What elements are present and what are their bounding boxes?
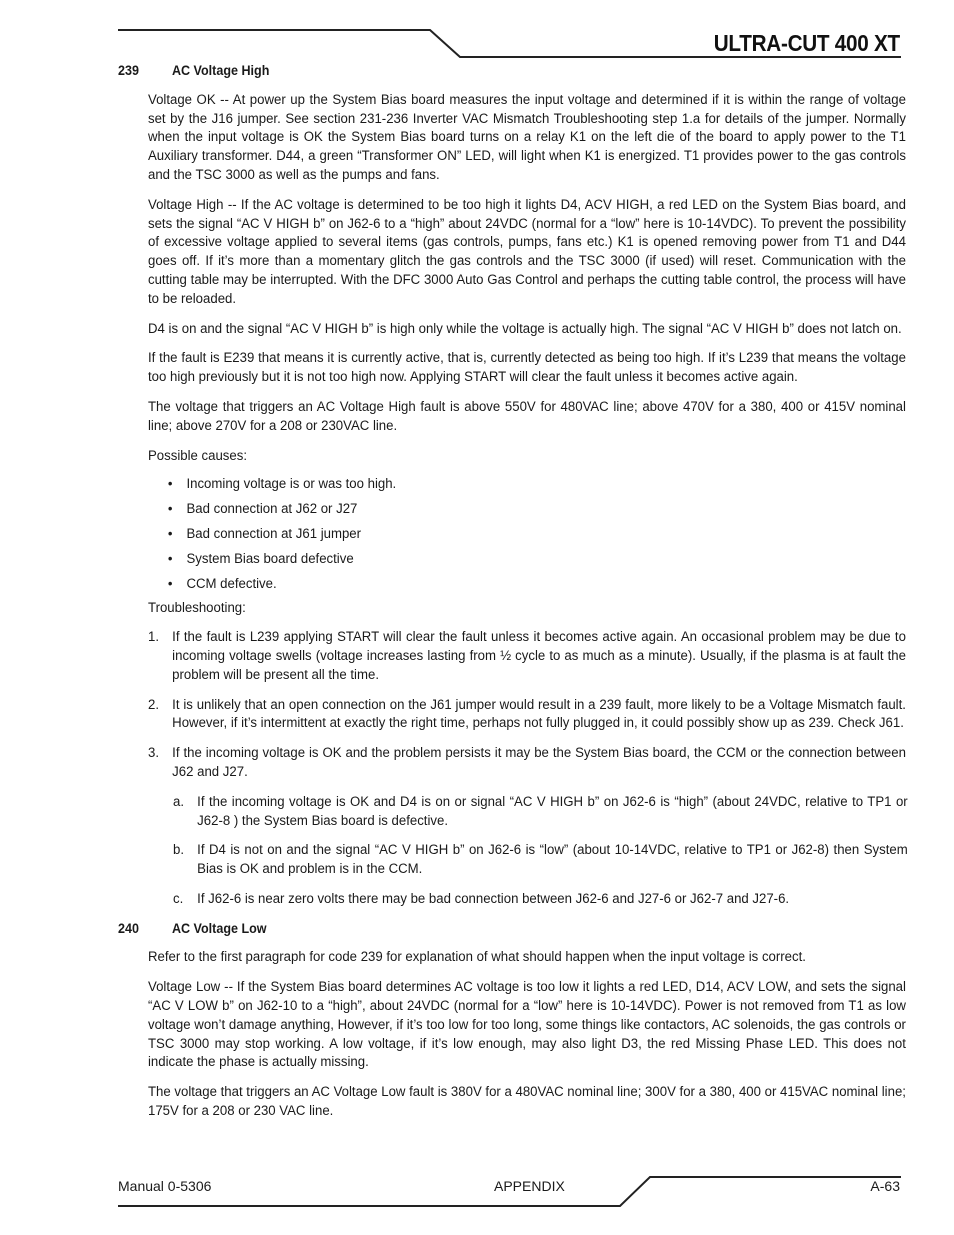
troubleshooting-substep (173, 890, 908, 909)
list-item: • System Bias board defective (166, 550, 850, 569)
step-text: It is unlikely that an open connection on the J61 jumper would result in a 239 fault, more likely to be a Voltage Mismatch fault. However, if it’s intermittent at exactly the right time, perhaps not fully plugged in, it could possibly show up as 239. Check J61. (172, 696, 906, 732)
troubleshooting-step (148, 628, 906, 684)
paragraph: The voltage that triggers an AC Voltage High fault is above 550V for 480VAC line; above 470V for a 380, 400 or 415V nominal line; above 270V for a 208 or 230VAC line. (148, 398, 906, 434)
troubleshooting-step (148, 696, 906, 734)
step-number: 1. (148, 629, 160, 646)
substep-text: If J62-6 is near zero volts there may be bad connection between J62-6 and J27-6 or J62-7 and J27-6. (197, 890, 790, 907)
troubleshooting-step (148, 744, 906, 782)
substep-letter: b. (173, 842, 185, 859)
paragraph: D4 is on and the signal “AC V HIGH b” is high only while the voltage is actually high. The signal “AC V HIGH b” does not latch on. (148, 320, 902, 337)
causes-list (166, 475, 901, 593)
causes-label: Possible causes: (148, 447, 248, 464)
section-number: 239 (118, 63, 139, 78)
manual-number: Manual 0-5306 (118, 1178, 212, 1194)
paragraph: If the fault is E239 that means it is currently active, that is, currently detected as being too high. If it’s L239 that means the voltage too high previously but it is not too high now. Applying START will clear the fault unless it becomes active again. (148, 350, 906, 386)
section-number: 240 (118, 920, 139, 936)
paragraph: Voltage High -- If the AC voltage is determined to be too high it lights D4, ACV HIGH, a red LED on the System Bias board, and sets the signal “AC V HIGH b” on J62-6 to a “high” about 24VDC (normal for a “low” here is 10-14VDC). To prevent the possibility of excessive voltage applied to several items (gas controls, pumps, fans etc.) K1 is opened removing power from T1 and D44 goes off. If it’s more than a momentary glitch the gas controls and the TSC 3000 (if used) will reset. Communication with the cutting table may be interrupted. With the DFC 3000 Auto Gas Control and perhaps the cutting table control, the process will have to be reloaded. (148, 196, 906, 307)
substep-letter: a. (173, 793, 185, 810)
troubleshooting-substep (173, 793, 908, 831)
list-item: • Bad connection at J61 jumper (166, 525, 850, 544)
paragraph: Refer to the first paragraph for code 239 for explanation of what should happen when the input voltage is correct. (148, 949, 806, 966)
footer-section-label: APPENDIX (494, 1178, 565, 1194)
page-number: A-63 (870, 1178, 900, 1194)
step-number: 3. (148, 745, 160, 762)
section-title: AC Voltage Low (171, 920, 267, 936)
document-title: ULTRA-CUT 400 XT (713, 30, 900, 56)
list-item: • Bad connection at J62 or J27 (166, 500, 850, 519)
section-title: AC Voltage High (171, 63, 270, 78)
page-content (118, 62, 908, 1132)
substep-letter: c. (173, 890, 184, 907)
step-number: 2. (148, 696, 160, 713)
substep-text: If D4 is not on and the signal “AC V HIGH b” on J62-6 is “low” (about 10-14VDC, relative to TP1 or J62-8) then System Bias is OK and problem is in the CCM. (197, 842, 908, 878)
troubleshooting-substep (173, 841, 908, 879)
substep-text: If the incoming voltage is OK and D4 is on or signal “AC V HIGH b” on J62-6 is “high” (about 24VDC, relative to TP1 or J62-8 ) the System Bias board is defective. (197, 793, 908, 829)
list-item: • CCM defective. (166, 575, 850, 594)
step-text: If the fault is L239 applying START will clear the fault unless it becomes active again. An occasional problem may be due to incoming voltage swells (voltage increases lasting from ½ cycle to as much as a minute). Usually, if the plasma is at fault the problem will be present all the time. (172, 629, 906, 683)
section-heading-239 (118, 62, 846, 81)
paragraph: Voltage Low -- If the System Bias board determines AC voltage is too low it lights a red LED, D14, ACV LOW, and sets the signal “AC V LOW b” on J62-10 to a “high”, about 24VDC (normal for a “low” here is 10-14VDC). Power is not removed from T1 as low voltage won’t damage anything, However, if it’s too low for too long, some things like contactors, AC solenoids, the gas controls or TSC 3000 may stop working. A low voltage, if it’s low enough, may also light D3, the red Missing Phase LED. This does not indicate the phase is actually missing. (148, 979, 906, 1071)
paragraph: Voltage OK -- At power up the System Bias board measures the input voltage and determined if it is within the range of voltage set by the J16 jumper. See section 231-236 Inverter VAC Mismatch Troubleshooting step 1.a for details of the jumper. Normally when the input voltage is OK the System Bias board turns on a relay K1 on the left die of the board to apply power to the T1 Auxiliary transformer. D44, a green “Transformer ON” LED, will light when K1 is energized. T1 provides power to the gas controls and the TSC 3000 as well as the pumps and fans. (148, 91, 906, 183)
step-text: If the incoming voltage is OK and the problem persists it may be the System Bias board, the CCM or the connection between J62 and J27. (172, 745, 906, 780)
section-heading-240 (118, 920, 846, 939)
paragraph: The voltage that triggers an AC Voltage Low fault is 380V for a 480VAC nominal line; 300V for a 380, 400 or 415VAC nominal line; 175V for a 208 or 230 VAC line. (148, 1084, 906, 1120)
list-item: • Incoming voltage is or was too high. (166, 475, 850, 494)
troubleshooting-label: Troubleshooting: (148, 600, 246, 617)
